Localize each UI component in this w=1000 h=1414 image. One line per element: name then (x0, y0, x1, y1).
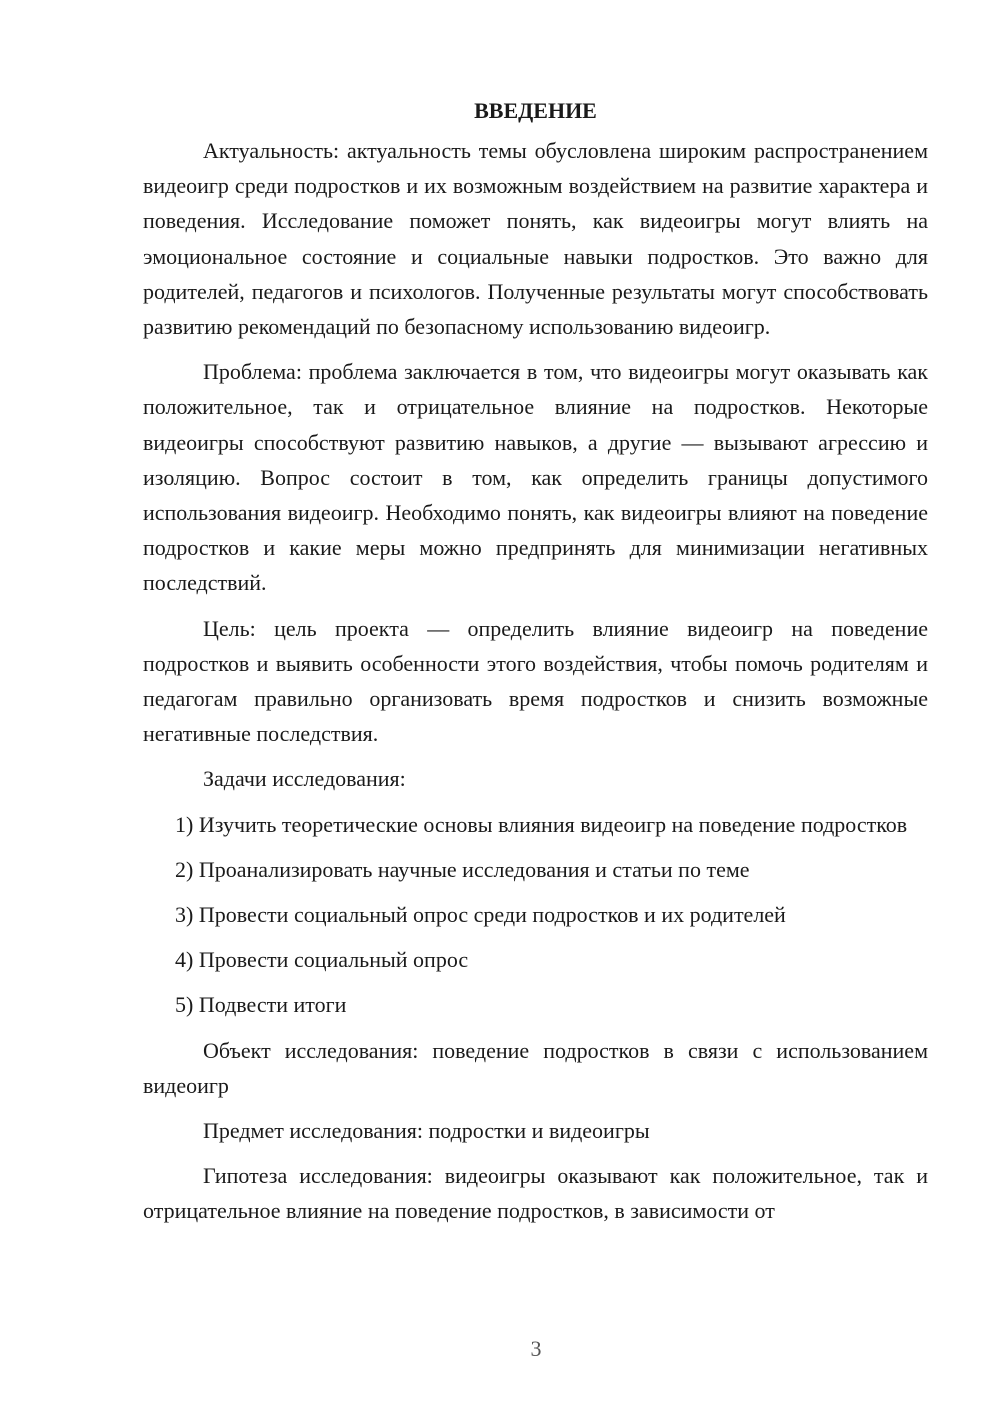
problem-paragraph: Проблема: проблема заключается в том, что видеоигры могут оказывать как положительное, так и отрицательное влияние на подростков. Некоторые видеоигры способствуют развитию навыков, а другие — вызывают агрессию и изоляцию. Вопрос состоит в том, как определить границы допустимого использования видеоигр. Необходимо понять, как видеоигры влияют на поведение подростков и какие меры можно предпринять для минимизации негативных последствий. (143, 359, 928, 596)
task-item-5: 5) Подвести итоги (175, 992, 347, 1018)
goal-paragraph: Цель: цель проекта — определить влияние видеоигр на поведение подростков и выявить особенности этого воздействия, чтобы помочь родителям и педагогам правильно организовать время подростков и снизить возможные негативные последствия. (143, 615, 928, 747)
task-item-2: 2) Проанализировать научные исследования и статьи по теме (175, 856, 750, 882)
task-item-3: 3) Провести социальный опрос среди подростков и их родителей (175, 902, 786, 928)
subject-paragraph: Предмет исследования: подростки и видеоигры (203, 1118, 650, 1144)
tasks-heading: Задачи исследования: (203, 766, 406, 792)
task-item-1: 1) Изучить теоретические основы влияния видеоигр на поведение подростков (175, 811, 908, 837)
relevance-paragraph: Актуальность: актуальность темы обусловлена широким распространением видеоигр среди подростков и их возможным воздействием на развитие характера и поведения. Исследование поможет понять, как видеоигры могут влиять на эмоциональное состояние и социальные навыки подростков. Это важно для родителей, педагогов и психологов. Полученные результаты могут способствовать развитию рекомендаций по безопасному использованию видеоигр. (143, 138, 928, 340)
hypothesis-paragraph: Гипотеза исследования: видеоигры оказывают как положительное, так и отрицательное влияние на поведение подростков, в зависимости от (143, 1163, 928, 1224)
object-paragraph: Объект исследования: поведение подростков в связи с использованием видеоигр (143, 1037, 928, 1098)
page-title: ВВЕДЕНИЕ (474, 98, 597, 123)
task-item-4: 4) Провести социальный опрос (175, 947, 469, 973)
page-number: 3 (530, 1336, 542, 1361)
page-content (143, 94, 928, 1239)
